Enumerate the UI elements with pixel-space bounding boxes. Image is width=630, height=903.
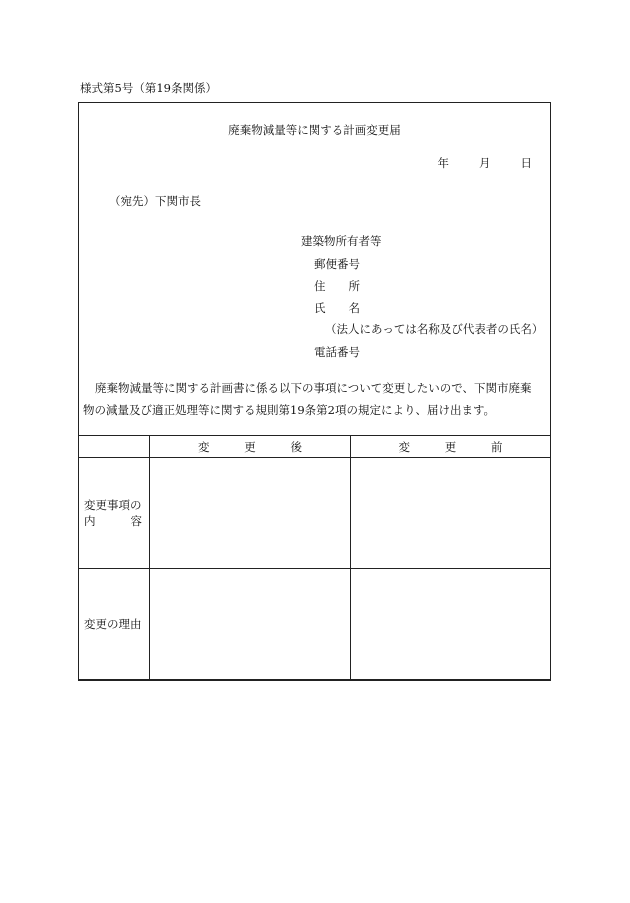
- body-text-line2: 物の減量及び適正処理等に関する規則第19条第2項の規定により、届け出ます。: [83, 403, 496, 417]
- change-reason-before-field[interactable]: [351, 569, 551, 680]
- form-frame: [78, 102, 551, 681]
- table-header-row: [79, 436, 551, 458]
- table-row-change-items: [79, 458, 551, 569]
- phone-label: 電話番号: [314, 345, 360, 359]
- body-text-line1: 廃棄物減量等に関する計画書に係る以下の事項について変更したいので、下関市廃棄: [95, 381, 532, 395]
- date-year: 年: [437, 156, 449, 170]
- date-day: 日: [520, 156, 532, 170]
- applicant-heading: 建築物所有者等: [301, 234, 382, 248]
- date-line: [438, 156, 533, 170]
- change-reason-after-field[interactable]: [150, 569, 351, 680]
- change-items-before-field[interactable]: [351, 458, 551, 569]
- row-label-change-items: 変更事項の 内 容: [79, 458, 150, 569]
- addressee: （宛先）下関市長: [109, 194, 201, 208]
- form-title: 廃棄物減量等に関する計画変更届: [228, 123, 401, 137]
- change-items-after-field[interactable]: [150, 458, 351, 569]
- postal-code-label: 郵便番号: [314, 257, 360, 271]
- header-before: 変 更 前: [351, 436, 551, 458]
- name-note: （法人にあっては名称及び代表者の氏名）: [325, 322, 544, 336]
- header-after: 変 更 後: [150, 436, 351, 458]
- changes-table: [78, 435, 551, 680]
- name-label: 氏 名: [314, 301, 360, 315]
- table-row-change-reason: [79, 569, 551, 680]
- form-code: 様式第5号（第19条関係）: [80, 81, 217, 95]
- header-blank-cell: [79, 436, 150, 458]
- address-label: 住 所: [314, 279, 360, 293]
- date-month: 月: [479, 156, 491, 170]
- row-label-change-reason: 変更の理由: [79, 569, 150, 680]
